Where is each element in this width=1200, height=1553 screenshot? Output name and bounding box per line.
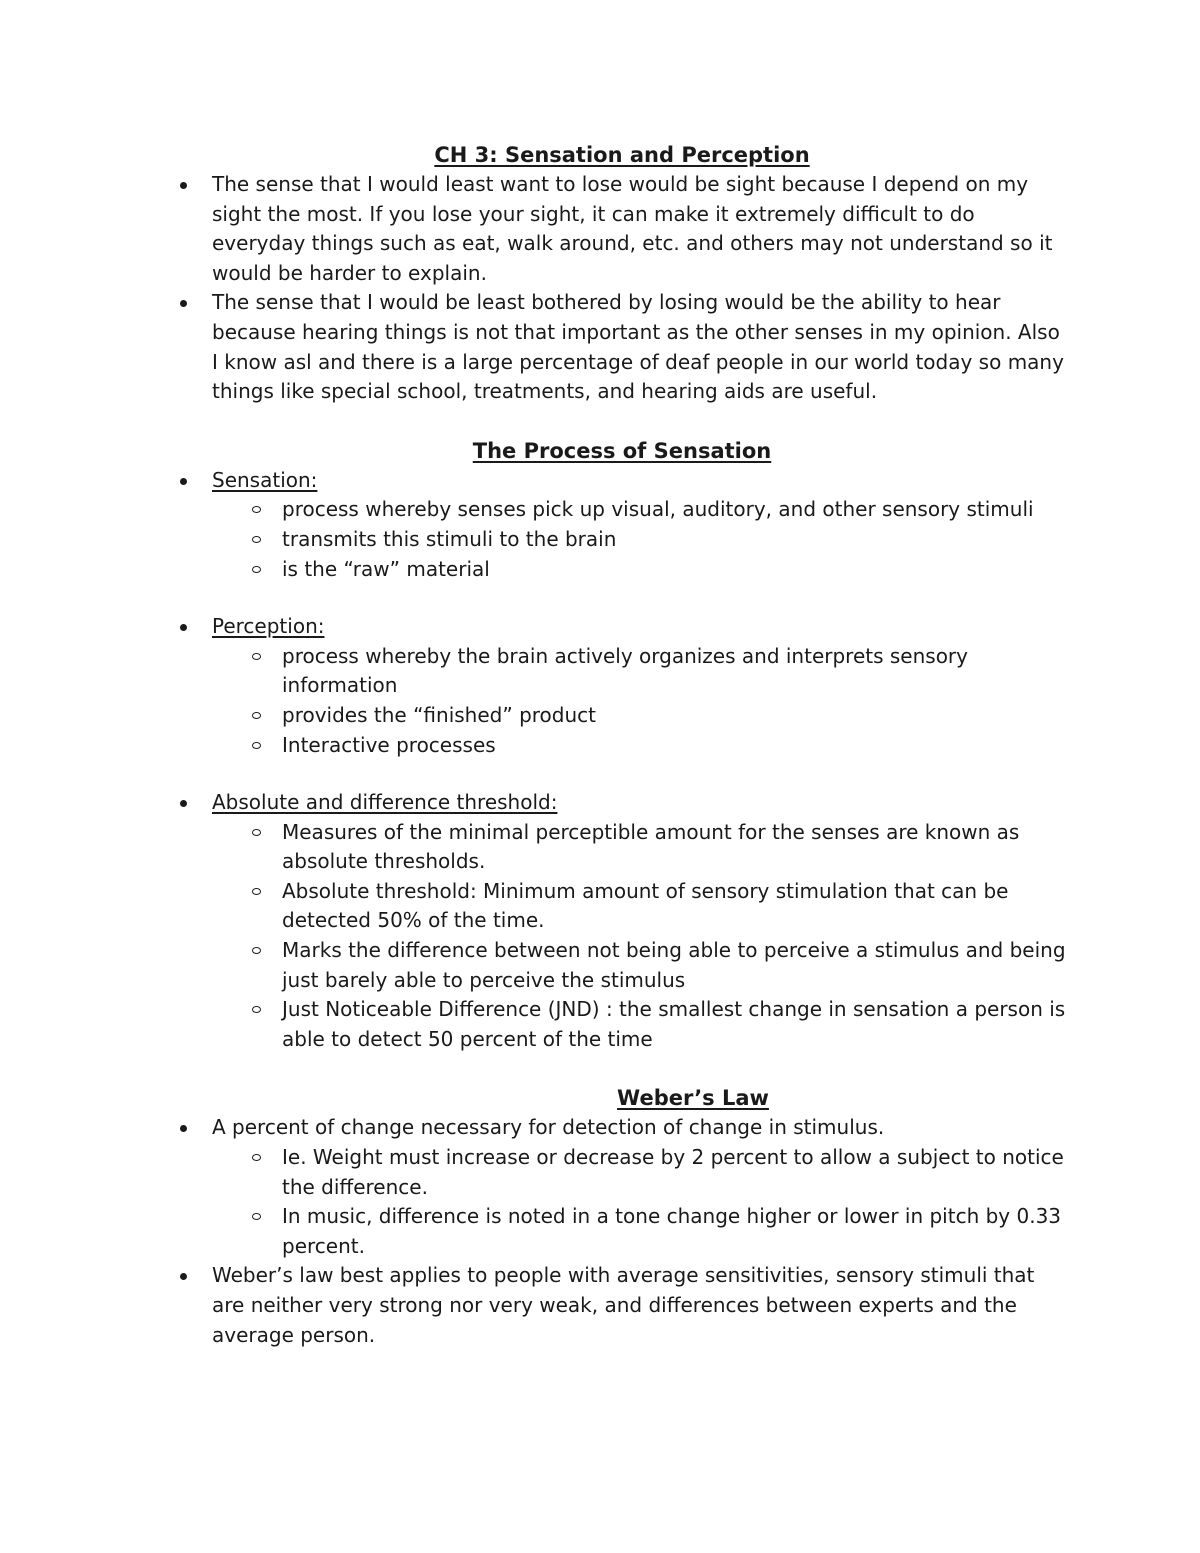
list-item-text: The sense that I would be least bothered by losing would be the ability to hear because hearing things is not that important as the other senses in my opinion. Also I know asl and there is a large percentage of deaf people in our world today so many things like special school, treatments, and hearing aids are useful. <box>212 290 1064 404</box>
sub-list-item <box>212 1202 1072 1261</box>
sub-item-text: process whereby senses pick up visual, auditory, and other sensory stimuli <box>282 497 1034 522</box>
term-label: Perception: <box>212 614 325 639</box>
list-item-threshold <box>172 788 1072 1054</box>
chapter-bullet-list <box>172 170 1072 407</box>
circle-bullet-icon <box>252 566 261 573</box>
list-item-sensation <box>172 466 1072 612</box>
circle-bullet-icon <box>252 1006 261 1013</box>
sub-list-item <box>212 731 1072 761</box>
webers-law-list <box>172 1113 1072 1350</box>
spacer <box>172 1054 1072 1083</box>
list-item <box>172 170 1072 288</box>
circle-bullet-icon <box>252 506 261 513</box>
list-item-text: A percent of change necessary for detection of change in stimulus. <box>212 1115 885 1140</box>
circle-bullet-icon <box>252 888 261 895</box>
bullet-icon <box>180 624 187 631</box>
sub-item-text: process whereby the brain actively organizes and interprets sensory information <box>282 643 968 698</box>
spacer <box>172 407 1072 436</box>
list-item-text: Weber’s law best applies to people with average sensitivities, sensory stimuli that are neither very strong nor very weak, and differences between experts and the average person. <box>212 1263 1035 1347</box>
bullet-icon <box>180 1273 187 1280</box>
circle-bullet-icon <box>252 742 261 749</box>
sub-list-item <box>212 877 1072 936</box>
sub-item-text: provides the “finished” product <box>282 702 596 727</box>
bullet-icon <box>180 478 187 485</box>
sub-list-item <box>212 818 1072 877</box>
chapter-title: CH 3: Sensation and Perception <box>434 143 810 167</box>
circle-bullet-icon <box>252 1154 261 1161</box>
sub-list-item <box>212 936 1072 995</box>
bullet-icon <box>180 800 187 807</box>
section-title-webers-law: Weber’s Law <box>617 1086 769 1111</box>
term-label: Absolute and difference threshold: <box>212 790 558 815</box>
circle-bullet-icon <box>252 653 261 660</box>
circle-bullet-icon <box>252 536 261 543</box>
sub-item-text: Absolute threshold: Minimum amount of sensory stimulation that can be detected 50% of the time. <box>282 878 1009 933</box>
sub-list <box>212 642 1072 760</box>
circle-bullet-icon <box>252 829 261 836</box>
bullet-icon <box>180 300 187 307</box>
list-item <box>172 1261 1072 1350</box>
sub-item-text: Measures of the minimal perceptible amount for the senses are known as absolute thresholds. <box>282 819 1020 874</box>
sub-list-item <box>212 995 1072 1054</box>
term-label: Sensation: <box>212 467 318 492</box>
spacer <box>212 760 1072 788</box>
sub-list <box>212 495 1072 584</box>
list-item <box>172 288 1072 406</box>
document-body <box>172 140 1072 1350</box>
spacer <box>212 584 1072 612</box>
sub-item-text: Marks the difference between not being able to perceive a stimulus and being just barely able to perceive the stimulus <box>282 938 1066 992</box>
sub-item-text: In music, difference is noted in a tone change higher or lower in pitch by 0.33 percent. <box>282 1204 1062 1258</box>
sub-list-item <box>212 495 1072 525</box>
section-title-process: The Process of Sensation <box>472 438 772 463</box>
bullet-icon <box>180 182 187 189</box>
bullet-icon <box>180 1125 187 1132</box>
sub-item-text: Just Noticeable Difference (JND) : the smallest change in sensation a person is able to detect 50 percent of the time <box>282 997 1066 1051</box>
list-item-text: The sense that I would least want to lose would be sight because I depend on my sight the most. If you lose your sight, it can make it extremely difficult to do everyday things such as eat, walk around, etc. and others may not understand so it would be harder to explain. <box>212 172 1053 285</box>
circle-bullet-icon <box>252 712 261 719</box>
sub-list <box>212 818 1072 1055</box>
list-item-perception <box>172 612 1072 788</box>
sub-list-item <box>212 1143 1072 1202</box>
sub-item-text: is the “raw” material <box>282 556 490 581</box>
circle-bullet-icon <box>252 947 261 954</box>
sub-item-text: transmits this stimuli to the brain <box>282 526 617 551</box>
sub-list-item <box>212 701 1072 731</box>
list-item <box>172 1113 1072 1261</box>
process-list <box>172 466 1072 1055</box>
sub-item-text: Ie. Weight must increase or decrease by 2 percent to allow a subject to notice the difference. <box>282 1145 1064 1199</box>
sub-item-text: Interactive processes <box>282 732 496 757</box>
sub-list-item <box>212 642 1072 701</box>
sub-list-item <box>212 555 1072 585</box>
sub-list-item <box>212 525 1072 555</box>
circle-bullet-icon <box>252 1213 261 1220</box>
sub-list <box>212 1143 1072 1261</box>
